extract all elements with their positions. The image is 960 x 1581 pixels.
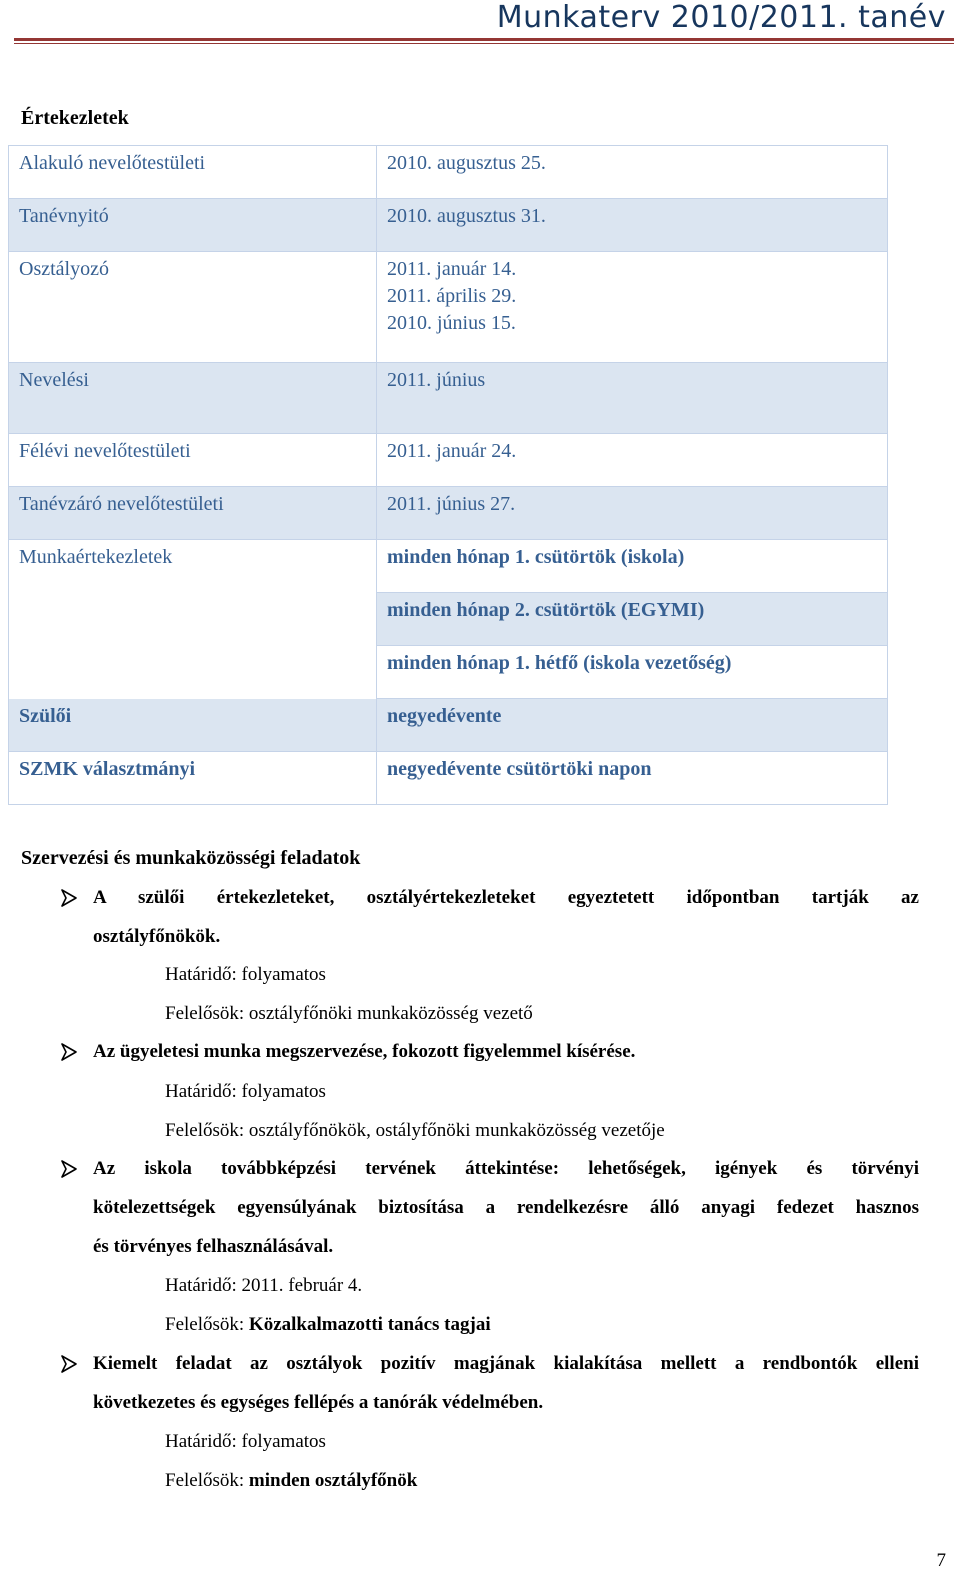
responsible-label: Felelősök:	[165, 1314, 245, 1335]
task-text-line: Az ügyeletesi munka megszervezése, fokozott figyelemmel kísérése.	[93, 1041, 636, 1062]
task-responsible	[165, 1004, 533, 1024]
deadline-label: Határidő:	[165, 1431, 237, 1452]
responsible-label: Felelősök:	[165, 1003, 245, 1024]
table-row	[9, 699, 888, 752]
table-row	[9, 752, 888, 805]
meeting-date: negyedévente csütörtöki napon	[377, 752, 888, 805]
meeting-date: 2011. április 29.	[387, 285, 517, 307]
task-deadline	[165, 1432, 326, 1452]
meeting-name: Tanévzáró nevelőtestületi	[9, 487, 377, 540]
deadline-value: folyamatos	[241, 1431, 326, 1452]
meeting-name: SZMK választmányi	[9, 752, 377, 805]
table-row	[9, 487, 888, 540]
arrow-bullet-icon	[60, 889, 78, 907]
deadline-value: 2011. február 4.	[241, 1275, 363, 1296]
task-responsible	[165, 1315, 491, 1335]
meeting-date: 2010. június 15.	[387, 312, 516, 334]
arrow-bullet-icon	[60, 1160, 78, 1178]
meeting-date: minden hónap 2. csütörtök (EGYMI)	[377, 593, 888, 646]
arrow-bullet-icon	[60, 1355, 78, 1373]
task-text-line: Az iskola továbbképzési tervének áttekintése: lehetőségek, igények és törvényi	[93, 1158, 919, 1179]
task-text-line: kötelezettségek egyensúlyának biztosítása a rendelkezésre álló anyagi fedezet hasznos	[93, 1197, 919, 1218]
table-row	[9, 252, 888, 363]
responsible-value: osztályfőnökök, ostályfőnöki munkaközösség vezetője	[248, 1120, 665, 1141]
meeting-date: 2010. augusztus 25.	[377, 146, 888, 199]
meetings-heading: Értekezletek	[21, 107, 129, 129]
meeting-date: 2011. június 27.	[377, 487, 888, 540]
header-divider	[14, 38, 954, 41]
meeting-date: 2011. június	[377, 363, 888, 434]
deadline-value: folyamatos	[241, 1081, 326, 1102]
meeting-name: Osztályozó	[9, 252, 377, 363]
responsible-value: osztályfőnöki munkaközösség vezető	[248, 1003, 533, 1024]
responsible-value: minden osztályfőnök	[248, 1470, 418, 1491]
task-deadline	[165, 1082, 326, 1102]
table-row	[9, 363, 888, 434]
meetings-table	[8, 145, 888, 805]
meeting-date: 2011. január 24.	[377, 434, 888, 487]
task-text-line: osztályfőnökök.	[93, 926, 221, 947]
meeting-name: Munkaértekezletek	[9, 540, 377, 699]
task-deadline	[165, 1276, 362, 1296]
task-text-line: Kiemelt feladat az osztályok pozitív magjának kialakítása mellett a rendbontók elleni	[93, 1353, 919, 1374]
responsible-label: Felelősök:	[165, 1470, 245, 1491]
table-row	[9, 146, 888, 199]
task-text-line: A szülői értekezleteket, osztályértekezleteket egyeztetett időpontban tartják az	[93, 887, 919, 908]
meeting-date: negyedévente	[377, 699, 888, 752]
meeting-date: minden hónap 1. csütörtök (iskola)	[377, 540, 888, 593]
table-row	[9, 540, 888, 593]
deadline-value: folyamatos	[241, 964, 326, 985]
meeting-date: 2010. augusztus 31.	[377, 199, 888, 252]
table-row	[9, 199, 888, 252]
meeting-name: Szülői	[9, 699, 377, 752]
responsible-value: Közalkalmazotti tanács tagjai	[248, 1314, 491, 1335]
task-deadline	[165, 965, 326, 985]
meeting-name: Alakuló nevelőtestületi	[9, 146, 377, 199]
meeting-date: 2011. január 14.	[387, 258, 517, 280]
deadline-label: Határidő:	[165, 1081, 237, 1102]
arrow-bullet-icon	[60, 1043, 78, 1061]
task-text-line: következetes és egységes fellépés a tanórák védelmében.	[93, 1392, 544, 1413]
header-divider-thin	[14, 43, 954, 44]
task-text-line: és törvényes felhasználásával.	[93, 1236, 334, 1257]
deadline-label: Határidő:	[165, 1275, 237, 1296]
tasks-heading: Szervezési és munkaközösségi feladatok	[21, 847, 361, 869]
meeting-date: minden hónap 1. hétfő (iskola vezetőség)	[377, 646, 888, 699]
responsible-label: Felelősök:	[165, 1120, 245, 1141]
meeting-name: Félévi nevelőtestületi	[9, 434, 377, 487]
page-header-title: Munkaterv 2010/2011. tanév	[496, 0, 946, 35]
table-row	[9, 434, 888, 487]
meeting-name: Nevelési	[9, 363, 377, 434]
task-responsible	[165, 1121, 665, 1141]
meeting-dates	[377, 252, 888, 363]
deadline-label: Határidő:	[165, 964, 237, 985]
meeting-name: Tanévnyitó	[9, 199, 377, 252]
task-responsible	[165, 1471, 417, 1491]
page-number: 7	[936, 1550, 946, 1571]
